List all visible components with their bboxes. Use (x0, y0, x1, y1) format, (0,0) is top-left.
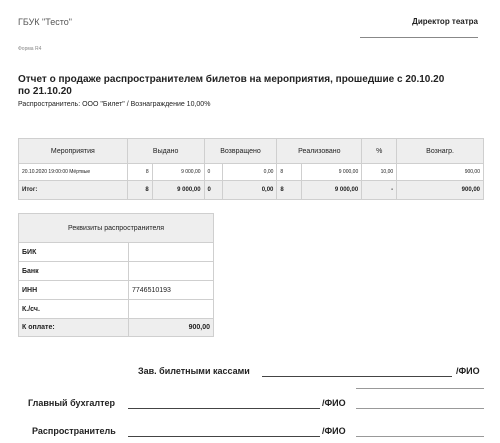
total-issued-sum: 9 000,00 (152, 181, 204, 200)
requisites-row (19, 300, 214, 319)
cashier-signature-line (262, 376, 452, 377)
cell-event: 20.10.2020 19:00:00 Мёртвые (19, 164, 128, 181)
cell-percent: 10,00 (362, 164, 397, 181)
cell-returned-sum: 0,00 (222, 164, 277, 181)
accountant-name-line (356, 408, 484, 409)
accountant-signature-label: Главный бухгалтер (28, 398, 116, 408)
accountant-signature-line (128, 408, 320, 409)
cell-issued-sum: 9 000,00 (152, 164, 204, 181)
inn-value: 7746510193 (129, 281, 214, 300)
total-returned-sum: 0,00 (222, 181, 277, 200)
report-title: Отчет о продаже распространителем билетов на мероприятия, прошедшие с 20.10.20 по 21.10.20 (18, 74, 445, 97)
requisites-pay-row (19, 319, 214, 337)
requisites-row (19, 281, 214, 300)
col-header-events: Мероприятия (19, 139, 128, 164)
director-label: Директор театра (412, 17, 478, 26)
requisites-row (19, 243, 214, 262)
table-total-row (19, 181, 484, 200)
cashier-signature-label: Зав. билетными кассами (138, 366, 250, 376)
ks-value (129, 300, 214, 319)
sales-table (18, 138, 484, 200)
distributor-signature-line (128, 436, 320, 437)
bik-label: БИК (19, 243, 129, 262)
director-signature-line (360, 37, 478, 38)
distributor-signature-label: Распространитель (32, 426, 116, 436)
col-header-percent: % (362, 139, 397, 164)
inn-label: ИНН (19, 281, 129, 300)
cashier-fio-label: /ФИО (456, 366, 480, 376)
total-issued-qty: 8 (127, 181, 152, 200)
cell-sold-sum: 9 000,00 (302, 164, 362, 181)
requisites-table (18, 213, 214, 337)
pay-value: 900,00 (129, 319, 214, 337)
distributor-fio-label: /ФИО (322, 426, 346, 436)
cell-reward: 900,00 (397, 164, 484, 181)
total-returned-qty: 0 (204, 181, 222, 200)
organization-name: ГБУК "Тесто" (18, 17, 72, 27)
col-header-returned: Возвращено (204, 139, 277, 164)
total-sold-sum: 9 000,00 (302, 181, 362, 200)
bank-label: Банк (19, 262, 129, 281)
cashier-name-line (356, 388, 484, 389)
ks-label: К./сч. (19, 300, 129, 319)
distributor-info: Распространитель: ООО "Билет" / Вознаграждение 10,00% (18, 101, 211, 108)
table-header-row (19, 139, 484, 164)
total-sold-qty: 8 (277, 181, 302, 200)
bank-value (129, 262, 214, 281)
total-reward: 900,00 (397, 181, 484, 200)
cell-sold-qty: 8 (277, 164, 302, 181)
cell-returned-qty: 0 (204, 164, 222, 181)
cell-issued-qty: 8 (127, 164, 152, 181)
requisites-row (19, 262, 214, 281)
table-row (19, 164, 484, 181)
requisites-header-row (19, 214, 214, 243)
form-code: Форма R4 (18, 46, 42, 52)
distributor-name-line (356, 436, 484, 437)
col-header-reward: Вознагр. (397, 139, 484, 164)
total-percent: - (362, 181, 397, 200)
pay-label: К оплате: (19, 319, 129, 337)
total-label: Итог: (19, 181, 128, 200)
col-header-sold: Реализовано (277, 139, 362, 164)
bik-value (129, 243, 214, 262)
requisites-title: Реквизиты распространителя (19, 214, 214, 243)
accountant-fio-label: /ФИО (322, 398, 346, 408)
col-header-issued: Выдано (127, 139, 204, 164)
